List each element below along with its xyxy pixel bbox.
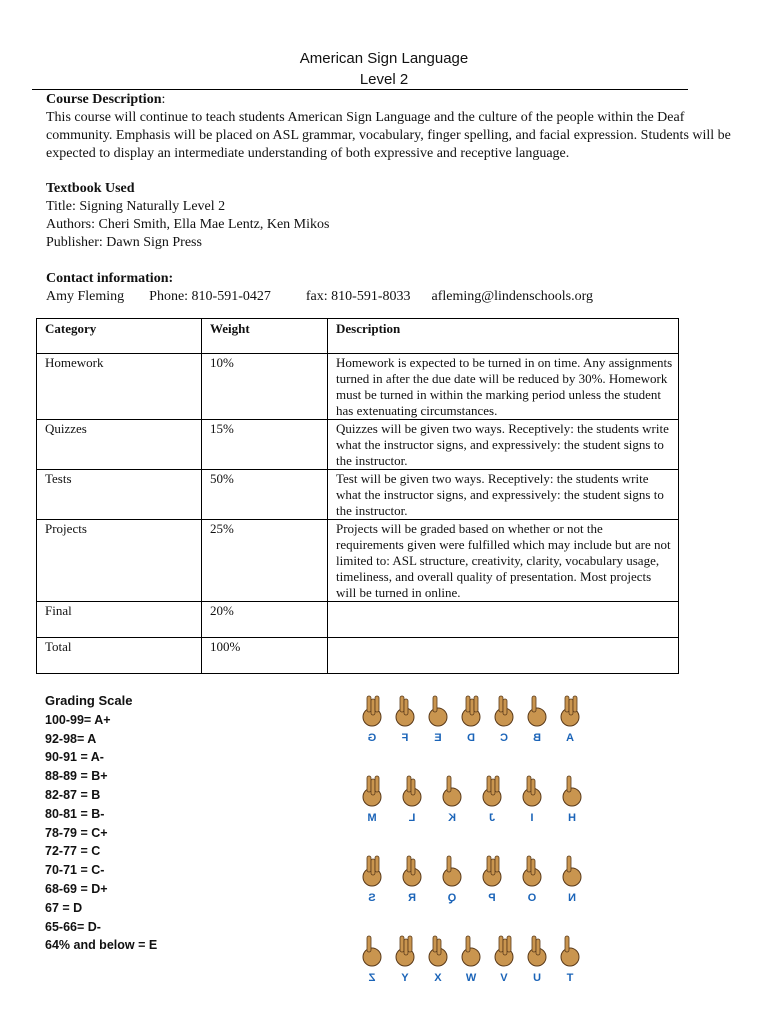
hand-sign-icon bbox=[423, 690, 453, 728]
contact-fax: fax: 810-591-8033 bbox=[305, 289, 411, 304]
hand-sign-icon bbox=[437, 850, 467, 888]
grading-scale-item: 80-81 = B- bbox=[45, 806, 105, 821]
table-cell-description: Projects will be graded based on whether or not the requirements given were fulfilled which may include but are not limited to: ASL structure, creativity, clarity, vocabulary usage, timeliness, and overall quality of presentation. Most projects will be turned in online. bbox=[328, 520, 679, 602]
hand-sign-icon bbox=[557, 850, 587, 888]
grading-scale-item: 67 = D bbox=[45, 900, 83, 915]
asl-letter-label: D bbox=[467, 732, 475, 744]
asl-hand-s bbox=[355, 850, 389, 904]
asl-hand-l bbox=[395, 770, 429, 824]
asl-letter-label: A bbox=[566, 732, 574, 744]
textbook-authors: Authors: Cheri Smith, Ella Mae Lentz, Ken Mikos bbox=[46, 217, 330, 232]
table-cell-weight: 20% bbox=[202, 602, 328, 638]
asl-hand-k bbox=[435, 770, 469, 824]
hand-sign-icon bbox=[522, 690, 552, 728]
asl-letter-label: I bbox=[530, 812, 534, 824]
header-rule bbox=[32, 89, 688, 90]
hand-sign-icon bbox=[390, 930, 420, 968]
grading-scale-heading: Grading Scale bbox=[45, 693, 133, 708]
grading-scale-item: 100-99= A+ bbox=[45, 712, 111, 727]
asl-hand-h bbox=[555, 770, 589, 824]
asl-hand-a bbox=[553, 690, 587, 744]
hand-sign-icon bbox=[555, 930, 585, 968]
table-cell-description: Quizzes will be given two ways. Receptively: the students write what the instructor signs, and expressively: the student signs to the instructor. bbox=[328, 420, 679, 470]
grading-scale-item: 92-98= A bbox=[45, 731, 97, 746]
asl-letter-label: J bbox=[488, 812, 496, 824]
grading-scale-item: 65-66= D- bbox=[45, 919, 101, 934]
table-cell-weight: 10% bbox=[202, 354, 328, 420]
asl-hand-m bbox=[355, 770, 389, 824]
course-description-section: Course Description: This course will continue to teach students American Sign Language and the culture of the people within the Deaf community. Emphasis will be placed on ASL grammar, vocabulary, finger spelling, and facial expression. Students will be expected to display an intermediate understanding of both expressive and receptive language. bbox=[46, 92, 731, 161]
asl-hand-e bbox=[421, 690, 455, 744]
asl-hand-j bbox=[475, 770, 509, 824]
asl-letter-label: R bbox=[408, 892, 416, 904]
grading-scale-item: 72-77 = C bbox=[45, 844, 101, 859]
asl-hand-i bbox=[515, 770, 549, 824]
asl-letter-label: B bbox=[533, 732, 541, 744]
hand-sign-icon bbox=[357, 850, 387, 888]
hand-sign-icon bbox=[357, 690, 387, 728]
asl-letter-label: V bbox=[500, 972, 508, 984]
hand-sign-icon bbox=[517, 850, 547, 888]
contact-name: Amy Fleming bbox=[46, 289, 125, 304]
asl-hand-y bbox=[388, 930, 422, 984]
table-header-row bbox=[37, 319, 679, 354]
asl-letter-label: Z bbox=[368, 972, 376, 984]
asl-letter-label: L bbox=[408, 812, 416, 824]
hand-sign-icon bbox=[397, 770, 427, 808]
asl-letter-label: X bbox=[434, 972, 442, 984]
textbook-title: Title: Signing Naturally Level 2 bbox=[46, 199, 226, 214]
asl-hand-b bbox=[520, 690, 554, 744]
hand-sign-icon bbox=[397, 850, 427, 888]
table-row bbox=[37, 470, 679, 520]
table-cell-weight: 50% bbox=[202, 470, 328, 520]
hand-sign-icon bbox=[477, 850, 507, 888]
contact-section bbox=[46, 270, 736, 306]
table-header-description: Description bbox=[328, 319, 679, 354]
asl-hand-d bbox=[454, 690, 488, 744]
grading-scale-item: 78-79 = C+ bbox=[45, 825, 108, 840]
asl-hand-v bbox=[487, 930, 521, 984]
document-title: American Sign Language bbox=[299, 50, 469, 67]
asl-letter-label: P bbox=[488, 892, 496, 904]
asl-letter-label: Y bbox=[401, 972, 409, 984]
grade-weight-table bbox=[36, 318, 679, 674]
textbook-section bbox=[46, 180, 736, 252]
textbook-publisher: Publisher: Dawn Sign Press bbox=[46, 235, 202, 250]
asl-letter-label: Q bbox=[447, 892, 457, 904]
asl-letter-label: O bbox=[527, 892, 537, 904]
asl-letter-label: U bbox=[533, 972, 541, 984]
grading-scale-item: 70-71 = C- bbox=[45, 863, 105, 878]
asl-hand-w bbox=[454, 930, 488, 984]
asl-hand-z bbox=[355, 930, 389, 984]
table-row bbox=[37, 420, 679, 470]
grading-scale-item: 64% and below = E bbox=[45, 938, 158, 953]
table-cell-category: Homework bbox=[37, 354, 202, 420]
table-row bbox=[37, 638, 679, 674]
asl-hand-c bbox=[487, 690, 521, 744]
asl-letter-label: H bbox=[568, 812, 576, 824]
table-cell-category: Total bbox=[37, 638, 202, 674]
asl-hand-r bbox=[395, 850, 429, 904]
table-header-weight: Weight bbox=[202, 319, 328, 354]
asl-hand-p bbox=[475, 850, 509, 904]
asl-letter-label: K bbox=[448, 812, 456, 824]
asl-hand-q bbox=[435, 850, 469, 904]
table-cell-weight: 25% bbox=[202, 520, 328, 602]
hand-sign-icon bbox=[517, 770, 547, 808]
table-cell-category: Final bbox=[37, 602, 202, 638]
table-cell-description: Homework is expected to be turned in on time. Any assignments turned in after the due date will be reduced by 30%. Homework must be turned in within the marking period unless the student has extenuating circumstances. bbox=[328, 354, 679, 420]
hand-sign-icon bbox=[423, 930, 453, 968]
hand-sign-icon bbox=[456, 690, 486, 728]
asl-hand-g bbox=[355, 690, 389, 744]
textbook-heading: Textbook Used bbox=[46, 181, 135, 196]
hand-sign-icon bbox=[357, 770, 387, 808]
table-cell-description: Test will be given two ways. Receptively: the students write what the instructor signs, and expressively: the student signs to the instructor. bbox=[328, 470, 679, 520]
document-level: Level 2 bbox=[359, 71, 409, 88]
document-title-block bbox=[0, 48, 768, 90]
asl-hand-t bbox=[553, 930, 587, 984]
asl-alphabet-chart bbox=[352, 690, 592, 984]
grading-scale-item: 68-69 = D+ bbox=[45, 881, 108, 896]
asl-letter-label: C bbox=[500, 732, 508, 744]
grading-scale-item: 82-87 = B bbox=[45, 787, 101, 802]
grading-scale bbox=[45, 692, 157, 955]
hand-sign-icon bbox=[522, 930, 552, 968]
table-cell-description bbox=[328, 638, 679, 674]
asl-letter-label: E bbox=[434, 732, 442, 744]
table-cell-category: Projects bbox=[37, 520, 202, 602]
table-row bbox=[37, 520, 679, 602]
asl-letter-label: T bbox=[566, 972, 574, 984]
hand-sign-icon bbox=[390, 690, 420, 728]
grading-scale-item: 88-89 = B+ bbox=[45, 769, 108, 784]
grading-scale-item: 90-91 = A- bbox=[45, 750, 104, 765]
table-row bbox=[37, 602, 679, 638]
asl-letter-label: S bbox=[368, 892, 376, 904]
table-header-category: Category bbox=[37, 319, 202, 354]
asl-letter-label: M bbox=[367, 812, 377, 824]
hand-sign-icon bbox=[555, 690, 585, 728]
asl-letter-label: F bbox=[401, 732, 409, 744]
asl-hand-u bbox=[520, 930, 554, 984]
table-cell-weight: 100% bbox=[202, 638, 328, 674]
hand-sign-icon bbox=[456, 930, 486, 968]
table-cell-category: Tests bbox=[37, 470, 202, 520]
contact-heading: Contact information: bbox=[46, 271, 174, 286]
table-row bbox=[37, 354, 679, 420]
table-cell-category: Quizzes bbox=[37, 420, 202, 470]
asl-letter-label: W bbox=[465, 972, 477, 984]
contact-phone: Phone: 810-591-0427 bbox=[149, 289, 271, 304]
contact-email: afleming@lindenschools.org bbox=[431, 289, 594, 304]
asl-letter-label: N bbox=[568, 892, 576, 904]
hand-sign-icon bbox=[357, 930, 387, 968]
course-description-heading: Course Description bbox=[46, 92, 162, 107]
hand-sign-icon bbox=[489, 930, 519, 968]
hand-sign-icon bbox=[437, 770, 467, 808]
asl-hand-o bbox=[515, 850, 549, 904]
asl-hand-n bbox=[555, 850, 589, 904]
hand-sign-icon bbox=[557, 770, 587, 808]
hand-sign-icon bbox=[477, 770, 507, 808]
table-cell-weight: 15% bbox=[202, 420, 328, 470]
course-description-text: This course will continue to teach students American Sign Language and the culture of the people within the Deaf community. Emphasis will be placed on ASL grammar, vocabulary, finger spelling, and facial expression. Students will be expected to display an intermediate understanding of both expressive and receptive language. bbox=[46, 110, 731, 161]
asl-hand-f bbox=[388, 690, 422, 744]
hand-sign-icon bbox=[489, 690, 519, 728]
asl-letter-label: G bbox=[367, 732, 377, 744]
asl-hand-x bbox=[421, 930, 455, 984]
table-cell-description bbox=[328, 602, 679, 638]
